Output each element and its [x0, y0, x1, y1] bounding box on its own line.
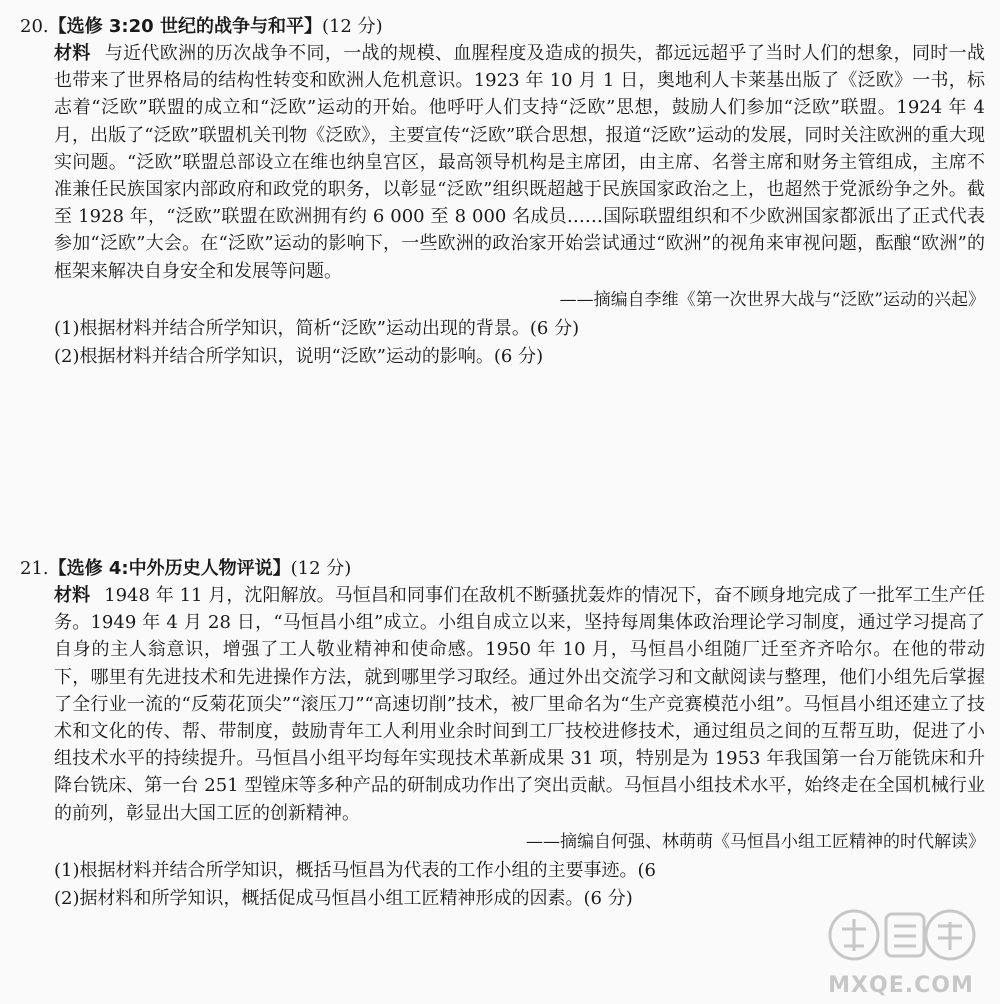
sub-question-2: (2)据材料和所学知识，概括促成马恒昌小组工匠精神形成的因素。(6 分) — [54, 887, 633, 909]
question-score: (12 分) — [321, 16, 383, 37]
sub-question-1: (1)根据材料并结合所学知识，概括马恒昌为代表的工作小组的主要事迹。(6 — [54, 859, 656, 881]
question-score: (12 分) — [290, 558, 352, 579]
question-20-header — [20, 14, 985, 40]
material-text: 与近代欧洲的历次战争不同，一战的规模、血腥程度及造成的损失，都远远超乎了当时人们的想象，同时一战也带来了世界格局的结构性转变和欧洲人危机意识。1923 年 10 月 1 日，奥地利人卡莱基出版了《泛欧》一书，标志着“泛欧”联盟的成立和“泛欧”运动的开始。他呼吁人们支持“泛欧”思想，鼓励人们参加“泛欧”联盟。1924 年 4 月，出版了“泛欧”联盟机关刊物《泛欧》，主要宣传“泛欧”联合思想，报道“泛欧”运动的发展，同时关注欧洲的重大现实问题。“泛欧”联盟总部设立在维也纳皇宫区，最高领导机构是主席团，由主席、名誉主席和财务主管组成，主席不准兼任民族国家内部政府和政党的职务，以彰显“泛欧”组织既超越于民族国家政治之上，也超然于党派纷争之外。截至 1928 年，“泛欧”联盟在欧洲拥有约 6 000 至 8 000 名成员……国际联盟组织和不少欧洲国家都派出了正式代表参加“泛欧”大会。在“泛欧”运动的影响下，一些欧洲的政治家开始尝试通过“欧洲”的视角来审视问题，酝酿“欧洲”的框架来解决自身安全和发展等问题。 — [54, 43, 986, 282]
watermark-logo-icon — [824, 904, 978, 966]
sub-question-1: (1)根据材料并结合所学知识，简析“泛欧”运动出现的背景。(6 分) — [54, 317, 580, 339]
watermark-text: MXQE.COM — [828, 973, 974, 998]
material-source: ——摘编自李维《第一次世界大战与“泛欧”运动的兴起》 — [559, 289, 985, 310]
material-label: 材料 — [54, 585, 91, 606]
watermark — [816, 902, 986, 998]
material-paragraph — [20, 40, 985, 285]
question-21-header — [20, 556, 985, 582]
material-text: 1948 年 11 月，沈阳解放。马恒昌和同事们在敌机不断骚扰轰炸的情况下，奋不顾身地完成了一批军工生产任务。1949 年 4 月 28 日，“马恒昌小组”成立。小组自成立以来，坚持每周集体政治理论学习制度，通过学习提高了自身的主人翁意识，增强了工人敬业精神和使命感。1950 年 10 月，马恒昌小组随厂迁至齐齐哈尔。在他的带动下，哪里有先进技术和先进操作方法，就到哪里学习取经。通过外出交流学习和文献阅读与整理，他们小组先后掌握了全行业一流的“反菊花顶尖”“滚压刀”“高速切削”技术，被厂里命名为“生产竞赛模范小组”。马恒昌小组还建立了技术和文化的传、帮、带制度，鼓励青年工人利用业余时间到工厂技校进修技术，通过组员之间的互帮互助，促进了小组技术水平的持续提升。马恒昌小组平均每年实现技术革新成果 31 项，特别是为 1953 年我国第一台万能铣床和升降台铣床、第一台 251 型镗床等多种产品的研制成功作出了突出贡献。马恒昌小组技术水平，始终走在全国机械行业的前列，彰显出大国工匠的创新精神。 — [54, 585, 986, 824]
sub-question-2: (2)根据材料并结合所学知识，说明“泛欧”运动的影响。(6 分) — [54, 345, 544, 367]
material-paragraph — [20, 582, 985, 827]
material-label: 材料 — [54, 43, 91, 64]
question-title: 【选修 3:20 世纪的战争与和平】 — [48, 16, 322, 37]
material-source: ——摘编自何强、林萌萌《马恒昌小组工匠精神的时代解读》 — [526, 831, 985, 852]
question-number: 20. — [20, 16, 49, 37]
question-title: 【选修 4:中外历史人物评说】 — [48, 558, 291, 579]
question-number: 21. — [20, 558, 49, 579]
question-20 — [20, 14, 985, 371]
question-21 — [20, 556, 985, 913]
